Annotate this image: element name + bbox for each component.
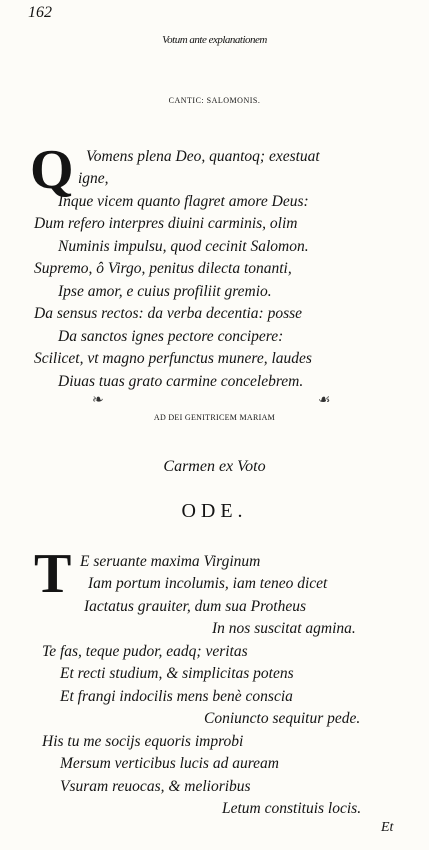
poem-line: Ipse amor, e cuius profiliit gremio.	[58, 283, 272, 300]
poem-line: Iactatus grauiter, dum sua Protheus	[84, 598, 307, 615]
ornament-icon: ☙	[318, 393, 331, 408]
drop-cap-t: T	[34, 543, 72, 605]
section-title: AD DEI GENITRICEM MARIAM	[153, 413, 276, 422]
poem-line: His tu me socijs equoris improbi	[42, 733, 244, 750]
poem-line: Iam portum incolumis, iam teneo dicet	[88, 575, 328, 592]
poem-line: Coniuncto sequitur pede.	[204, 710, 361, 727]
poem-line: E seruante maxima Virginum	[80, 553, 261, 570]
poem-line: Letum constituis locis.	[222, 800, 362, 817]
poem-line: Inque vicem quanto flagret amore Deus:	[58, 193, 309, 210]
poem-line: Da sanctos ignes pectore concipere:	[58, 328, 284, 345]
poem-line: Numinis impulsu, quod cecinit Salomon.	[58, 238, 309, 255]
poem-line: Scilicet, vt magno perfunctus munere, laudes	[34, 350, 312, 367]
ode-label: ODE.	[181, 500, 248, 522]
poem-line: Supremo, ô Virgo, penitus dilecta tonanti,	[34, 260, 292, 277]
page-number: 162	[28, 4, 52, 21]
catchword: Et	[381, 820, 394, 835]
poem-line: Mersum verticibus lucis ad auream	[60, 755, 279, 772]
page-header: Votum ante explanationem	[162, 34, 267, 46]
poem-line: Vomens plena Deo, quantoq; exestuat	[86, 148, 320, 165]
drop-cap-q: Q	[30, 139, 74, 201]
poem-line: igne,	[78, 170, 109, 187]
poem-line: Vsuram reuocas, & melioribus	[60, 778, 251, 795]
poem-line: In nos suscitat agmina.	[212, 620, 356, 637]
poem-line: Da sensus rectos: da verba decentia: posse	[34, 305, 303, 322]
poem-line: Et recti studium, & simplicitas potens	[60, 665, 294, 682]
page-subheader: CANTIC: SALOMONIS.	[168, 96, 261, 105]
poem-line: Et frangi indocilis mens benè conscia	[60, 688, 293, 705]
ornament-icon: ❧	[92, 393, 104, 408]
carmen-label: Carmen ex Voto	[163, 458, 266, 475]
poem-line: Dum refero interpres diuini carminis, olim	[34, 215, 298, 232]
poem-line: Diuas tuas grato carmine concelebrem.	[58, 373, 304, 390]
poem-line: Te fas, teque pudor, eadq; veritas	[42, 643, 248, 660]
